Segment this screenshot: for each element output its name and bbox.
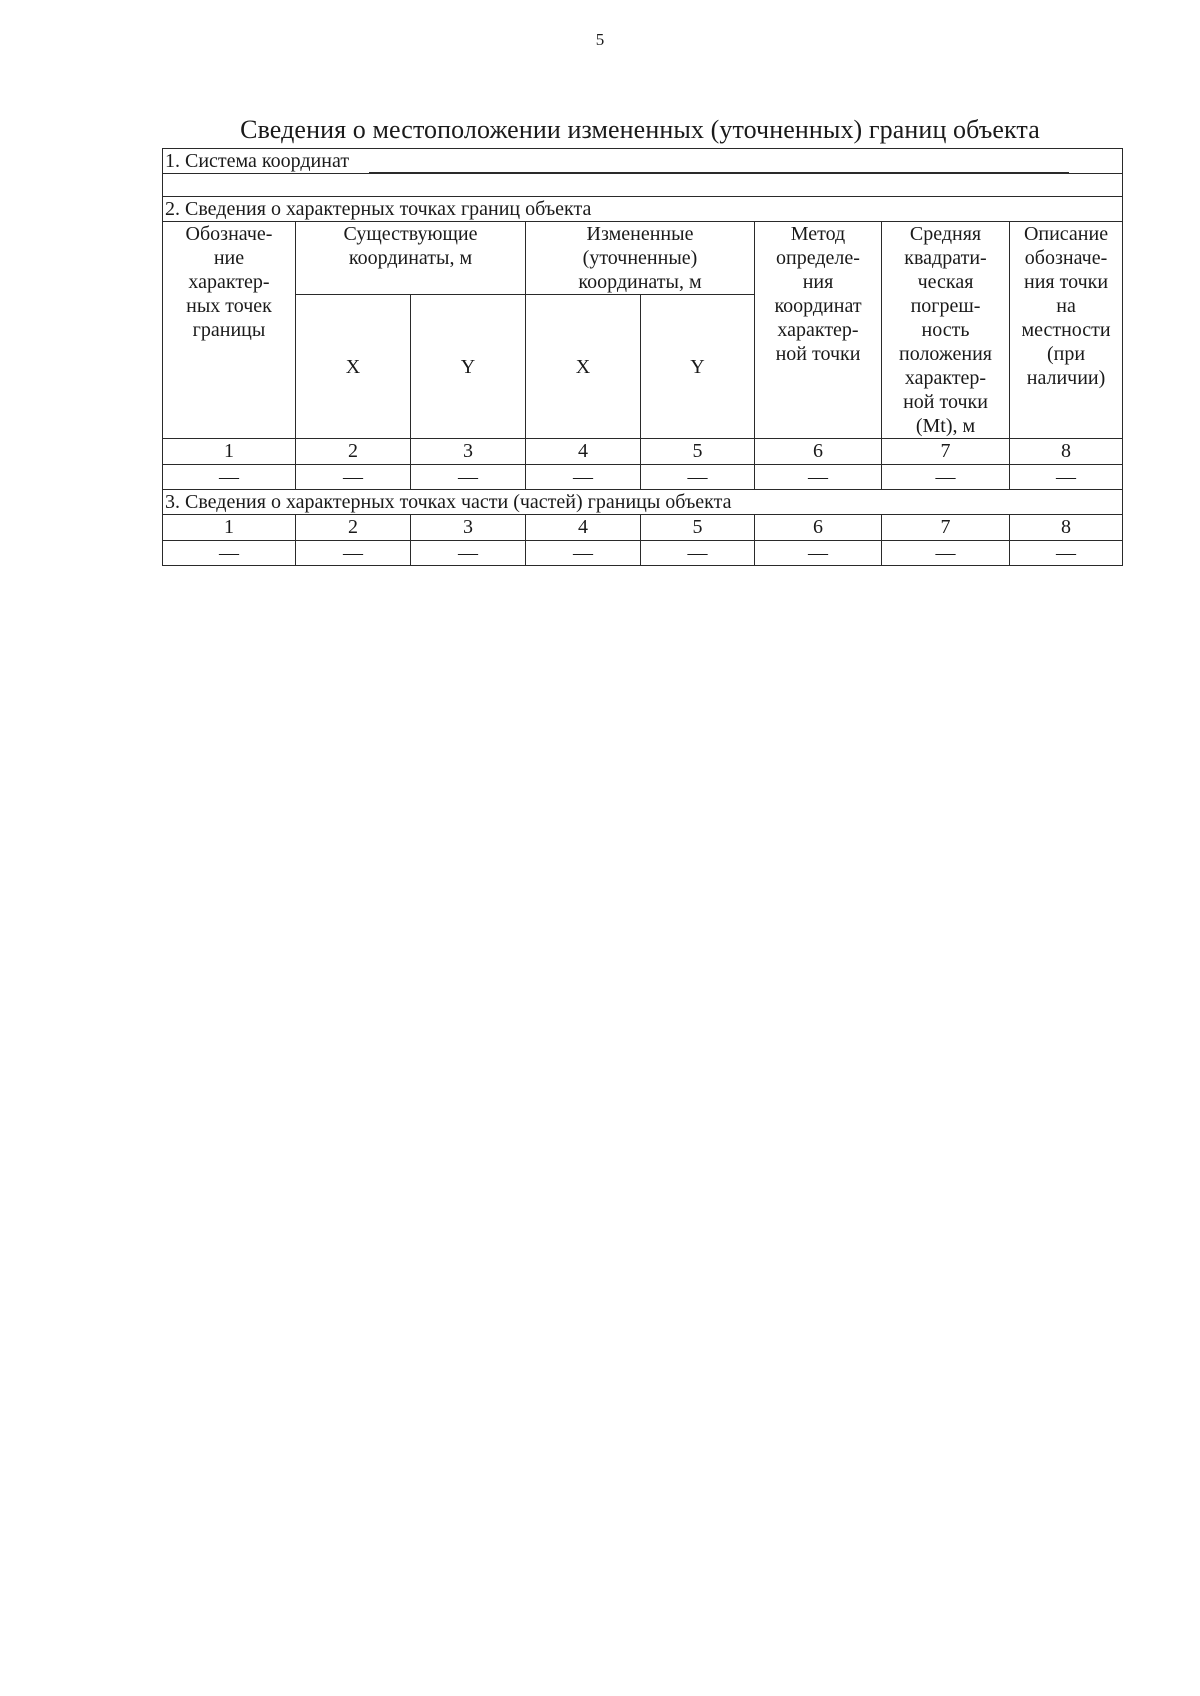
- column-number: 8: [1010, 515, 1123, 541]
- coordinate-system-label: 1. Система координат: [165, 150, 350, 172]
- table-cell: —: [641, 465, 755, 490]
- table-cell: —: [641, 541, 755, 566]
- column-number: 3: [411, 515, 526, 541]
- table-row: [163, 465, 1123, 490]
- column-number: 7: [882, 439, 1010, 465]
- boundary-points-table: [162, 148, 1123, 566]
- blank-row: [163, 174, 1123, 197]
- section2-column-numbers: [163, 439, 1123, 465]
- table-cell: —: [755, 465, 882, 490]
- section3-column-numbers: [163, 515, 1123, 541]
- column-number: 2: [296, 439, 411, 465]
- column-number: 8: [1010, 439, 1123, 465]
- header-changed-coordinates: Измененные (уточненные) координаты, м: [526, 222, 755, 295]
- column-number: 7: [882, 515, 1010, 541]
- table-cell: —: [296, 465, 411, 490]
- document-title: Сведения о местоположении измененных (уточненных) границ объекта: [240, 115, 1040, 144]
- header-existing-x: X: [296, 295, 411, 439]
- column-number: 1: [163, 439, 296, 465]
- blank-cell: [163, 174, 1123, 197]
- table-cell: —: [411, 541, 526, 566]
- header-existing-coordinates: Существующие координаты, м: [296, 222, 526, 295]
- column-number: 1: [163, 515, 296, 541]
- column-number: 2: [296, 515, 411, 541]
- table-cell: —: [411, 465, 526, 490]
- header-designation: Обозначе- ние характер- ных точек границы: [163, 222, 296, 439]
- header-changed-x: X: [526, 295, 641, 439]
- section2-title: 2. Сведения о характерных точках границ объекта: [163, 197, 1123, 222]
- column-number: 6: [755, 439, 882, 465]
- table-cell: —: [526, 465, 641, 490]
- table-cell: —: [882, 541, 1010, 566]
- column-number: 5: [641, 515, 755, 541]
- coordinate-system-field[interactable]: [369, 154, 1069, 173]
- header-method: Метод определе- ния координат характер- ной точки: [755, 222, 882, 439]
- header-changed-y: Y: [641, 295, 755, 439]
- column-number: 4: [526, 515, 641, 541]
- column-number: 5: [641, 439, 755, 465]
- table-cell: —: [1010, 465, 1123, 490]
- section2-title-row: [163, 197, 1123, 222]
- table-cell: —: [296, 541, 411, 566]
- table-cell: —: [1010, 541, 1123, 566]
- header-description: Описание обозначе- ния точки на местности (при наличии): [1010, 222, 1123, 439]
- column-number: 6: [755, 515, 882, 541]
- section2-header-row-1: [163, 222, 1123, 295]
- header-existing-y: Y: [411, 295, 526, 439]
- table-row: [163, 541, 1123, 566]
- section3-title-row: [163, 490, 1123, 515]
- table-cell: —: [163, 541, 296, 566]
- table-cell: —: [755, 541, 882, 566]
- table-cell: —: [163, 465, 296, 490]
- header-mean-error: Средняя квадрати- ческая погреш- ность положения характер- ной точки (Mt), м: [882, 222, 1010, 439]
- coordinate-system-cell: [163, 149, 1123, 174]
- table-cell: —: [526, 541, 641, 566]
- coordinate-system-row: [163, 149, 1123, 174]
- table-cell: —: [882, 465, 1010, 490]
- column-number: 4: [526, 439, 641, 465]
- section3-title: 3. Сведения о характерных точках части (частей) границы объекта: [163, 490, 1123, 515]
- column-number: 3: [411, 439, 526, 465]
- page-number: 5: [595, 30, 605, 49]
